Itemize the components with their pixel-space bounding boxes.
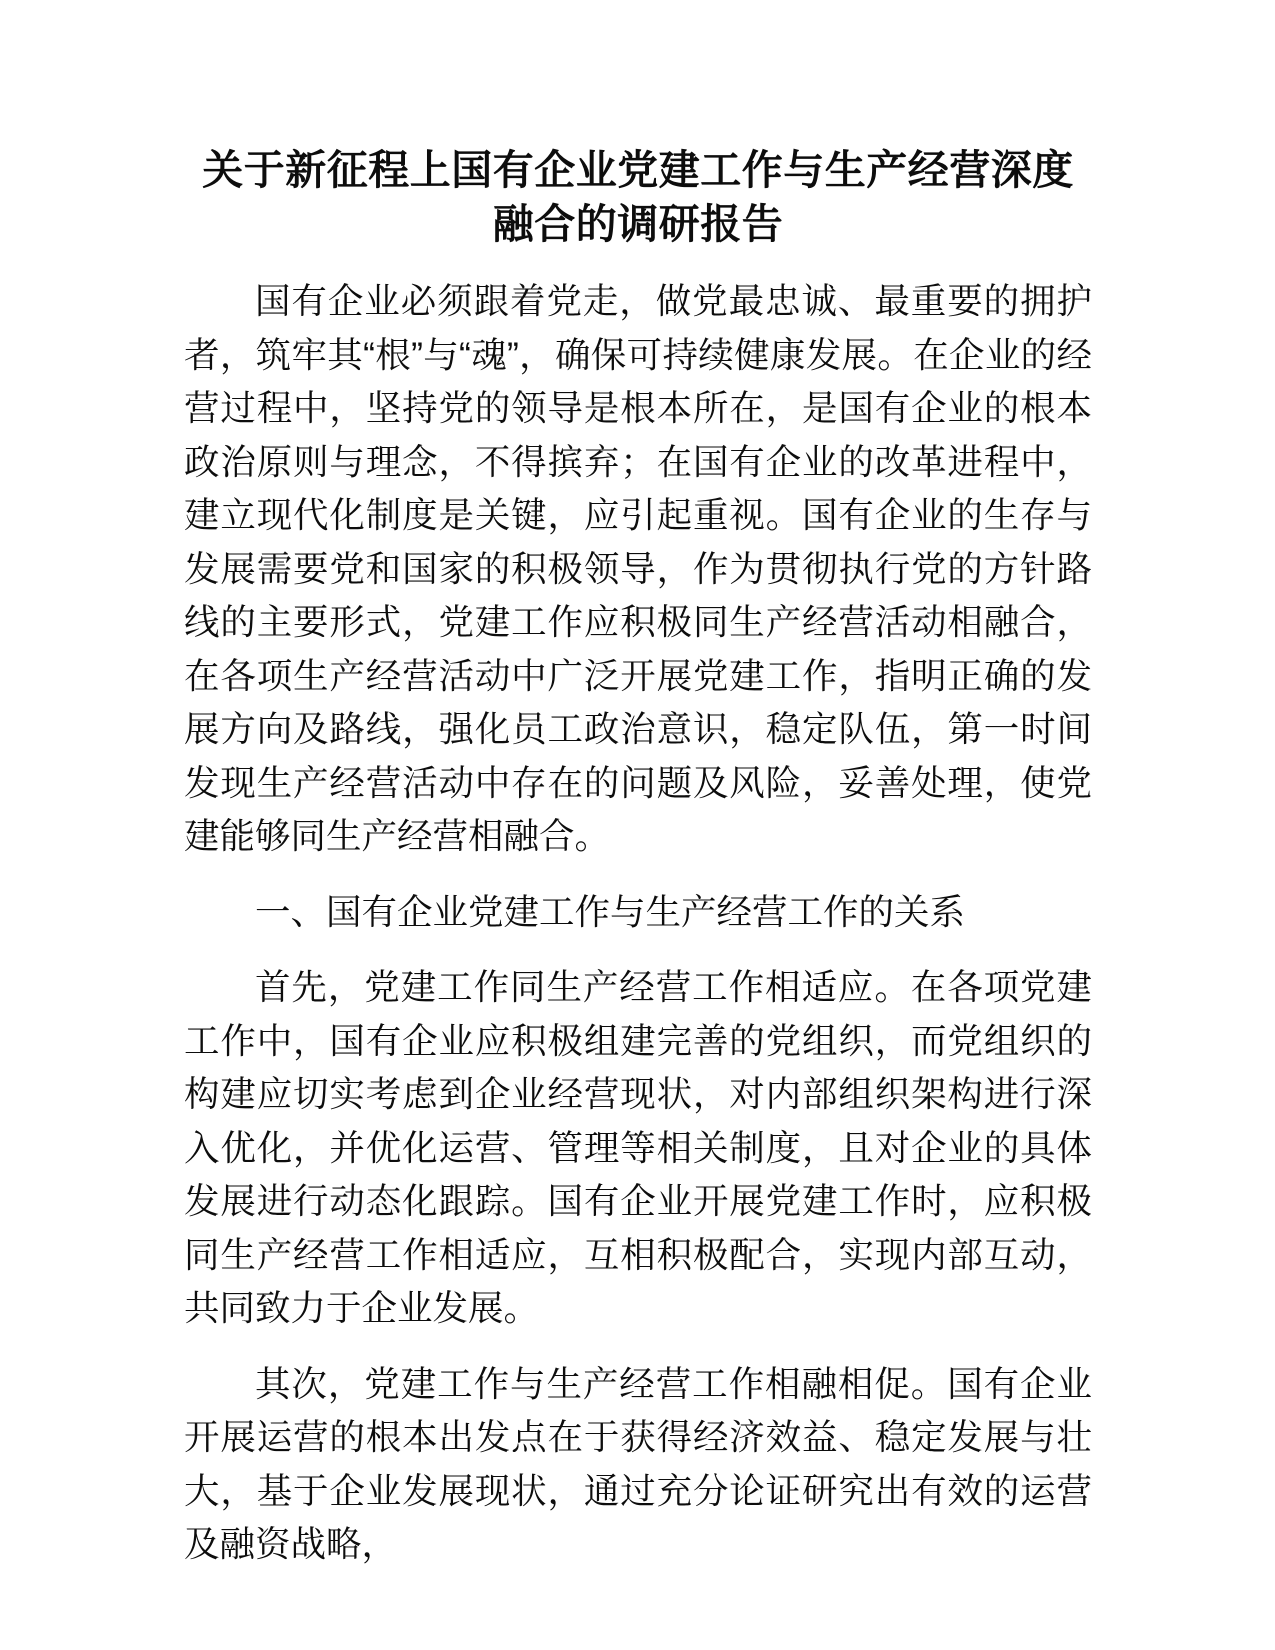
paragraph-body-1: 首先，党建工作同生产经营工作相适应。在各项党建工作中，国有企业应积极组建完善的党组织，而党组织的构建应切实考虑到企业经营现状，对内部组织架构进行深入优化，并优化运营、管理等相关制度，且对企业的具体发展进行动态化跟踪。国有企业开展党建工作时，应积极同生产经营工作相适应，互相积极配合，实现内部互动，共同致力于企业发展。 <box>184 967 1092 1329</box>
paragraph-body-2: 其次，党建工作与生产经营工作相融相促。国有企业开展运营的根本出发点在于获得经济效益、稳定发展与壮大，基于企业发展现状，通过充分论证研究出有效的运营及融资战略， <box>184 1363 1092 1565</box>
section-heading-1: 一、国有企业党建工作与生产经营工作的关系 <box>255 891 966 932</box>
document-title: 关于新征程上国有企业党建工作与生产经营深度融合的调研报告 <box>202 147 1074 248</box>
paragraph-intro: 国有企业必须跟着党走，做党最忠诚、最重要的拥护者，筑牢其“根”与“魂”，确保可持续健康发展。在企业的经营过程中，坚持党的领导是根本所在，是国有企业的根本政治原则与理念，不得摈弃；在国有企业的改革进程中，建立现代化制度是关键，应引起重视。国有企业的生存与发展需要党和国家的积极领导，作为贯彻执行党的方针路线的主要形式，党建工作应积极同生产经营活动相融合，在各项生产经营活动中广泛开展党建工作，指明正确的发展方向及路线，强化员工政治意识，稳定队伍，第一时间发现生产经营活动中存在的问题及风险，妥善处理，使党建能够同生产经营相融合。 <box>184 281 1092 857</box>
document-content <box>184 0 1092 1572</box>
